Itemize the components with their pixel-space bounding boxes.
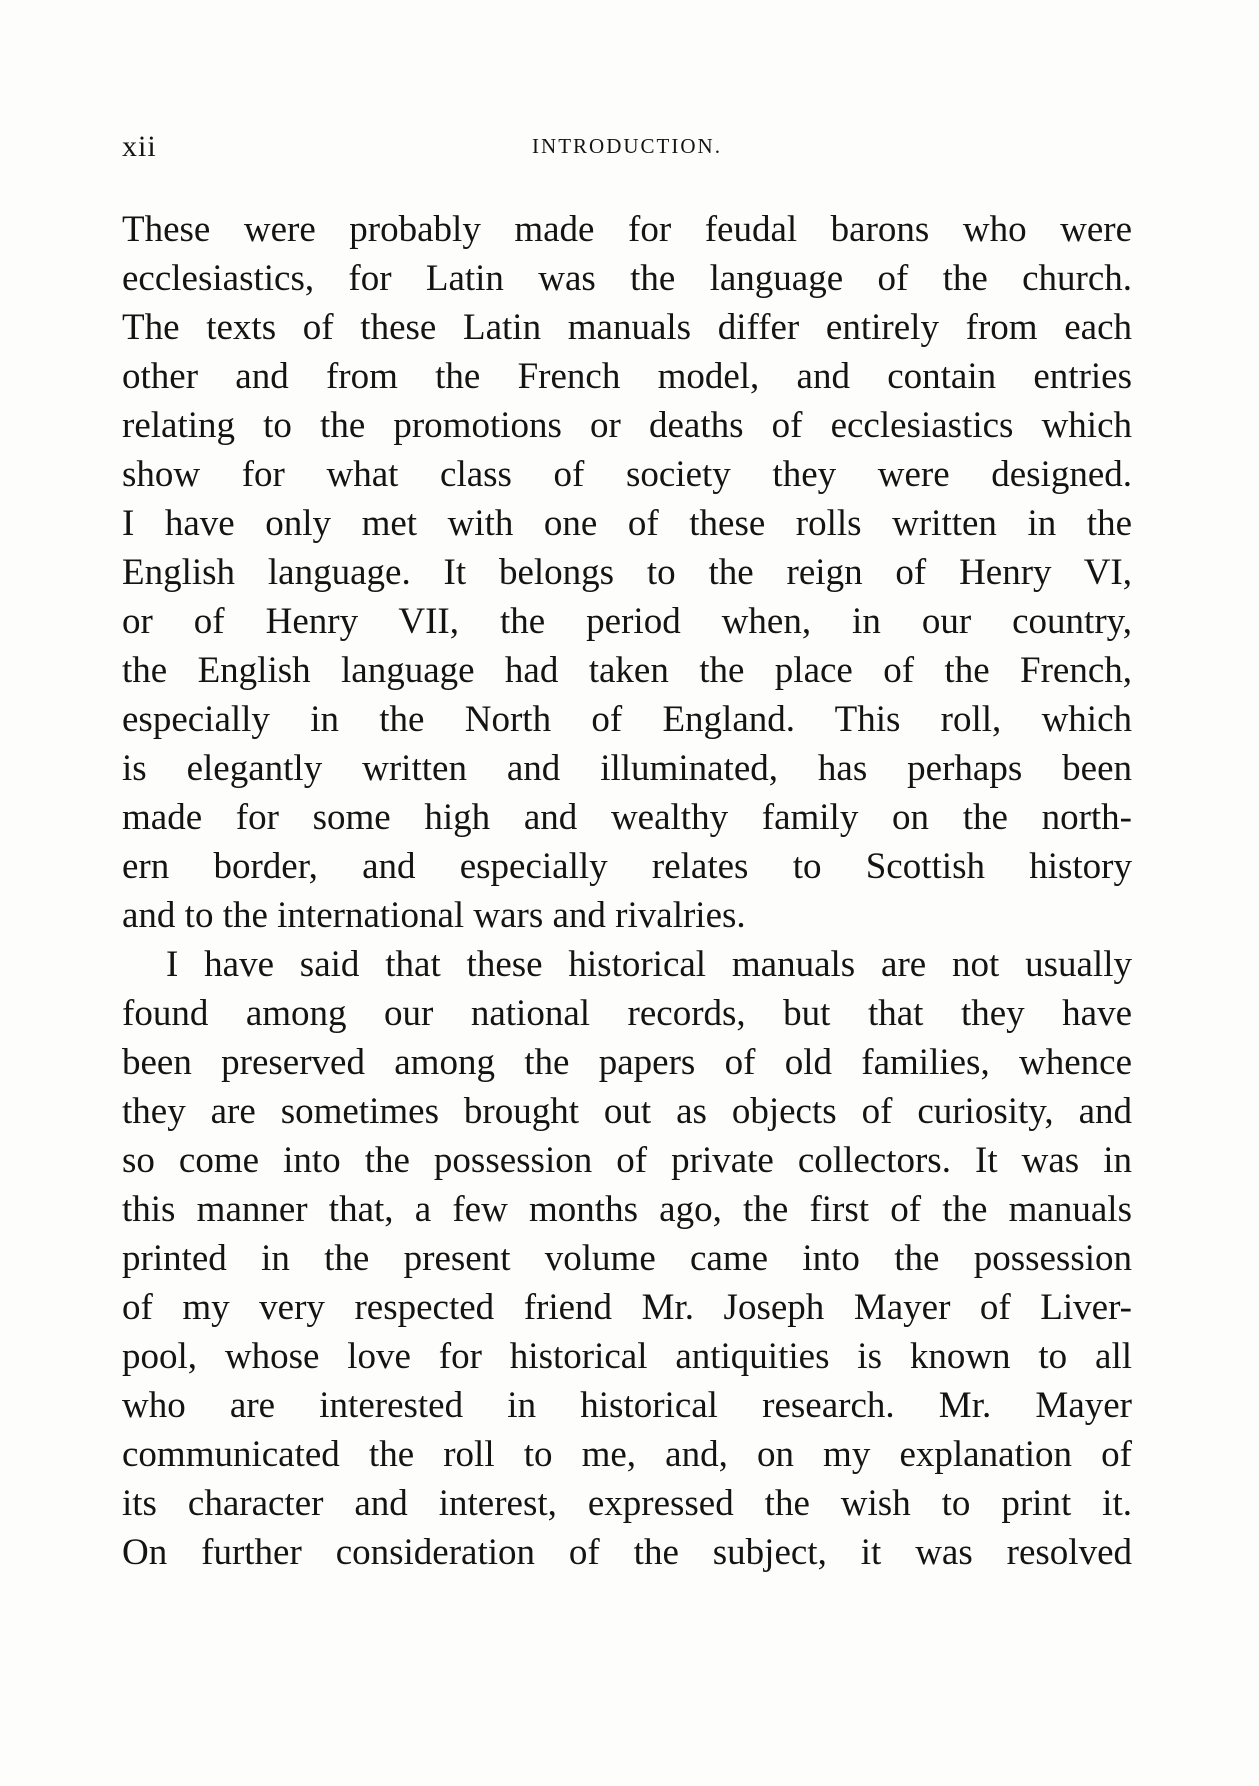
text-line: show for what class of society they were designed. [122, 454, 1132, 495]
text-line: its character and interest, expressed the wish to print it. [122, 1483, 1132, 1524]
text-line: relating to the promotions or deaths of ecclesiastics which [122, 405, 1132, 446]
text-line: These were probably made for feudal barons who were [122, 209, 1132, 250]
text-line: On further consideration of the subject, it was resolved [122, 1532, 1132, 1573]
text-line: other and from the French model, and contain entries [122, 356, 1132, 397]
text-line: I have said that these historical manuals are not usually [166, 944, 1132, 985]
running-head [122, 130, 1132, 170]
text-line: printed in the present volume came into the possession [122, 1238, 1132, 1279]
text-line: ecclesiastics, for Latin was the language of the church. [122, 258, 1132, 299]
text-line: and to the international wars and rivalries. [122, 895, 746, 936]
text-line: ern border, and especially relates to Scottish history [122, 846, 1132, 887]
text-line: this manner that, a few months ago, the first of the manuals [122, 1189, 1132, 1230]
running-title: INTRODUCTION. [532, 134, 722, 158]
text-line: The texts of these Latin manuals differ entirely from each [122, 307, 1132, 348]
text-line: pool, whose love for historical antiquities is known to all [122, 1336, 1132, 1377]
text-line: communicated the roll to me, and, on my explanation of [122, 1434, 1132, 1475]
text-line: I have only met with one of these rolls written in the [122, 503, 1132, 544]
text-line: especially in the North of England. This roll, which [122, 699, 1132, 740]
text-line: the English language had taken the place of the French, [122, 650, 1132, 691]
text-line: been preserved among the papers of old families, whence [122, 1042, 1132, 1083]
page-number: xii [122, 130, 157, 163]
text-line: made for some high and wealthy family on the north- [122, 797, 1132, 838]
paragraph-2 [122, 940, 1132, 1577]
text-line: English language. It belongs to the reign of Henry VI, [122, 552, 1132, 593]
text-line: they are sometimes brought out as objects of curiosity, and [122, 1091, 1132, 1132]
text-line: is elegantly written and illuminated, has perhaps been [122, 748, 1132, 789]
text-line: who are interested in historical research. Mr. Mayer [122, 1385, 1132, 1426]
text-line: so come into the possession of private collectors. It was in [122, 1140, 1132, 1181]
body-text [122, 205, 1132, 1577]
paragraph-1 [122, 205, 1132, 940]
text-line: of my very respected friend Mr. Joseph Mayer of Liver- [122, 1287, 1132, 1328]
text-line: found among our national records, but that they have [122, 993, 1132, 1034]
text-line: or of Henry VII, the period when, in our country, [122, 601, 1132, 642]
